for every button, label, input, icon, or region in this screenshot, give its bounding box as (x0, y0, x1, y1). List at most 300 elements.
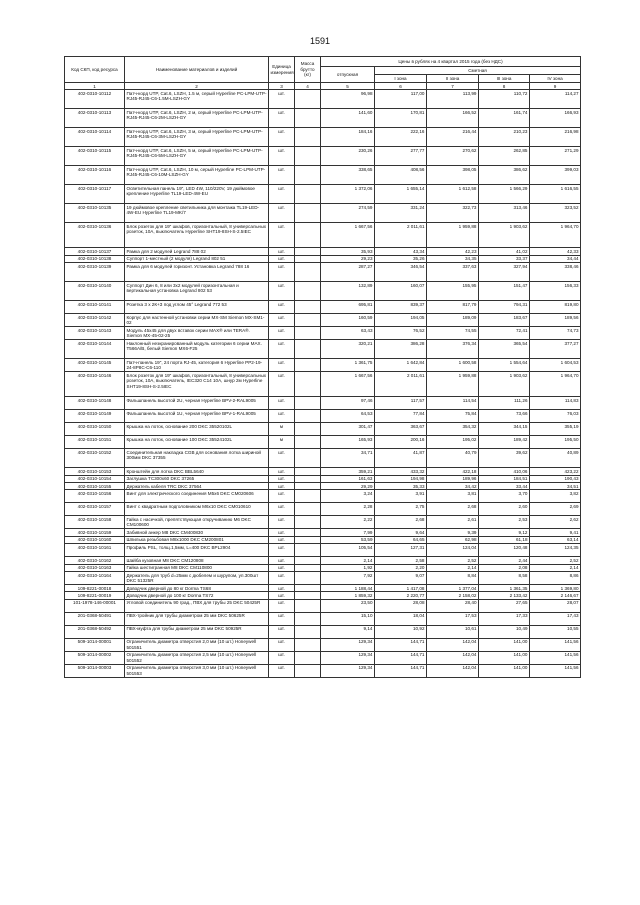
price-zone-3: 2,44 (479, 557, 530, 564)
price-zone-4: 42,33 (530, 248, 581, 255)
price-zone-2: 42,23 (427, 248, 479, 255)
price-zone-1: 346,54 (375, 263, 427, 282)
resource-code: 402-0310-10159 (65, 529, 125, 536)
mass-cell (295, 263, 321, 282)
price-zone-4: 190,43 (530, 475, 581, 482)
resource-code: 402-0310-10117 (65, 185, 125, 204)
price-zone-4: 2,62 (530, 516, 581, 529)
price-zone-3: 73,66 (479, 410, 530, 423)
unit-cell: шт. (269, 536, 295, 543)
resource-code: 402-0310-10164 (65, 572, 125, 585)
price-zone-2: 124,04 (427, 544, 479, 557)
price-zone-2: 1 612,58 (427, 185, 479, 204)
table-row (65, 564, 581, 571)
resource-code: 109-8221-00018 (65, 585, 125, 592)
price-zone-2: 75,84 (427, 410, 479, 423)
unit-cell: шт. (269, 204, 295, 223)
price-zone-2: 62,98 (427, 536, 479, 543)
mass-cell (295, 282, 321, 301)
mass-cell (295, 185, 321, 204)
unit-cell: шт. (269, 638, 295, 651)
header-mass: Масса брутто (кг) (295, 57, 321, 83)
material-name: Патч-корд UTP, Cat.6, LSZH, 5 м, серый Hyperline PC-LPM-UTP-RJ45-RJ45-C6-5M-LSZH-GY (125, 147, 269, 166)
unit-cell: шт. (269, 572, 295, 585)
price-zone-4: 74,73 (530, 327, 581, 340)
unit-cell: шт. (269, 503, 295, 516)
material-name: Заглушка TC300x60 DKC 37265 (125, 475, 269, 482)
column-number: 4 (295, 83, 321, 90)
mass-cell (295, 314, 321, 327)
price-zone-3: 111,26 (479, 397, 530, 410)
price-otpusk: 1,92 (321, 564, 375, 571)
price-zone-2: 398,05 (427, 166, 479, 185)
price-zone-1: 35,33 (375, 483, 427, 490)
price-otpusk: 23,50 (321, 599, 375, 612)
price-zone-3: 33,44 (479, 483, 530, 490)
price-zone-1: 1 655,14 (375, 185, 427, 204)
material-name: 19 дюймовое крепление светильника для монтажа TL19-LED-4W-EU Hyperline TL19-MK/7 (125, 204, 269, 223)
mass-cell (295, 397, 321, 410)
unit-cell: шт. (269, 263, 295, 282)
mass-cell (295, 147, 321, 166)
price-zone-1: 1 642,84 (375, 359, 427, 372)
price-zone-1: 127,31 (375, 544, 427, 557)
price-zone-4: 141,56 (530, 664, 581, 677)
price-zone-4: 10,55 (530, 625, 581, 638)
column-number: 7 (427, 83, 479, 90)
price-zone-2: 2 158,02 (427, 592, 479, 599)
price-otpusk: 7,92 (321, 572, 375, 585)
price-zone-3: 313,46 (479, 204, 530, 223)
price-zone-3: 189,42 (479, 436, 530, 449)
mass-cell (295, 359, 321, 372)
material-name: Розетка 3 x 2К+З под углом 45° Legrand 772 53 (125, 301, 269, 314)
mass-cell (295, 340, 321, 359)
unit-cell: шт. (269, 625, 295, 638)
resource-code: 402-0310-10154 (65, 475, 125, 482)
price-zone-2: 10,61 (427, 625, 479, 638)
unit-cell: шт. (269, 255, 295, 262)
price-zone-2: 3,81 (427, 490, 479, 503)
table-row (65, 651, 581, 664)
unit-cell: шт. (269, 651, 295, 664)
price-zone-2: 34,42 (427, 483, 479, 490)
price-zone-3: 39,62 (479, 449, 530, 468)
price-zone-1: 277,77 (375, 147, 427, 166)
price-otpusk: 53,59 (321, 536, 375, 543)
unit-cell: шт. (269, 468, 295, 475)
mass-cell (295, 544, 321, 557)
table-row (65, 599, 581, 612)
price-zone-1: 222,16 (375, 128, 427, 147)
price-zone-1: 408,56 (375, 166, 427, 185)
price-zone-3: 1 566,29 (479, 185, 530, 204)
price-otpusk: 338,65 (321, 166, 375, 185)
price-zone-1: 144,71 (375, 664, 427, 677)
mass-cell (295, 483, 321, 490)
table-row (65, 410, 581, 423)
price-zone-1: 117,57 (375, 397, 427, 410)
price-otpusk: 2,22 (321, 516, 375, 529)
resource-code: 402-0310-10136 (65, 223, 125, 248)
price-zone-2: 337,63 (427, 263, 479, 282)
price-zone-2: 2,68 (427, 503, 479, 516)
price-zone-4: 1 616,55 (530, 185, 581, 204)
material-name: Соединительная накладка CGB для основания лотка шириной 300мм DKC 37355 (125, 449, 269, 468)
resource-code: 402-0310-10163 (65, 564, 125, 571)
mass-cell (295, 529, 321, 536)
price-otpusk: 129,34 (321, 664, 375, 677)
resource-code: 402-0310-10143 (65, 327, 125, 340)
price-zone-3: 1 361,35 (479, 585, 530, 592)
table-row (65, 255, 581, 262)
price-zone-2: 155,95 (427, 282, 479, 301)
mass-cell (295, 592, 321, 599)
column-number-row (65, 83, 581, 90)
resource-code: 509-1014-00001 (65, 638, 125, 651)
price-otpusk: 7,99 (321, 529, 375, 536)
unit-cell: шт. (269, 449, 295, 468)
price-zone-4: 166,93 (530, 109, 581, 128)
price-zone-2: 270,62 (427, 147, 479, 166)
mass-cell (295, 223, 321, 248)
price-zone-1: 2 011,61 (375, 372, 427, 397)
table-row (65, 314, 581, 327)
table-row (65, 503, 581, 516)
price-otpusk: 35,93 (321, 248, 375, 255)
material-name: Осветительная панель 19", LED 4W, 110/220V, 19 дюймовое крепление Hyperline TL19-LED-4W-EU (125, 185, 269, 204)
price-otpusk: 29,29 (321, 483, 375, 490)
unit-cell: шт. (269, 282, 295, 301)
price-zone-3: 2 133,42 (479, 592, 530, 599)
table-row (65, 166, 581, 185)
price-zone-4: 3,82 (530, 490, 581, 503)
unit-cell: шт. (269, 612, 295, 625)
resource-code: 201-0368-50492 (65, 625, 125, 638)
price-zone-1: 10,92 (375, 625, 427, 638)
mass-cell (295, 327, 321, 340)
price-zone-2: 322,73 (427, 204, 479, 223)
mass-cell (295, 599, 321, 612)
price-otpusk: 97,46 (321, 397, 375, 410)
price-zone-3: 9,12 (479, 529, 530, 536)
price-otpusk: 274,59 (321, 204, 375, 223)
table-row (65, 340, 581, 359)
mass-cell (295, 490, 321, 503)
price-zone-1: 76,52 (375, 327, 427, 340)
mass-cell (295, 475, 321, 482)
material-name: Блок розеток для 19" шкафов, горизонтальный, 8 универсальных розеток, 10А, выключатель, IEC320 C14 10A, шнур 2м Hyperline SHT19-8SH-S-2.5IEC (125, 372, 269, 397)
price-zone-4: 338,46 (530, 263, 581, 282)
mass-cell (295, 423, 321, 436)
price-zone-4: 63,14 (530, 536, 581, 543)
material-name: Патч-корд UTP, Cat.6, LSZH, 1.5 м, серый Hyperline PC-LPM-UTP-RJ45-RJ45-C6-1.5M-LSZH-GY (125, 90, 269, 109)
price-zone-2: 2,14 (427, 564, 479, 571)
price-zone-4: 1 964,70 (530, 372, 581, 397)
mass-cell (295, 638, 321, 651)
material-name: ПВХ-тройник для трубы диаметром 25 мм DKC 50625R (125, 612, 269, 625)
resource-code: 402-0310-10146 (65, 372, 125, 397)
unit-cell: шт. (269, 147, 295, 166)
mass-cell (295, 664, 321, 677)
price-zone-4: 2,69 (530, 503, 581, 516)
price-zone-1: 839,37 (375, 301, 427, 314)
header-zone-2: II зона (427, 75, 479, 83)
unit-cell: шт. (269, 557, 295, 564)
unit-cell: м (269, 436, 295, 449)
price-zone-2: 142,04 (427, 664, 479, 677)
price-zone-4: 34,51 (530, 483, 581, 490)
unit-cell: шт. (269, 516, 295, 529)
mass-cell (295, 109, 321, 128)
price-zone-1: 2,20 (375, 564, 427, 571)
material-name: Шайба кузовная M8 DKC CM120808 (125, 557, 269, 564)
material-name: Патч-корд UTP, Cat.6, LSZH, 10 м, серый Hyperline PC-LPM-UTP-RJ45-RJ45-C6-10M-LSZH-GY (125, 166, 269, 185)
material-name: Суппорт 1-местный (2 модуля) Legrand 802 51 (125, 255, 269, 262)
price-otpusk: 230,26 (321, 147, 375, 166)
material-name: Суппорт Дин 6, 8 или 3x2 модулей горизонтальная и вертикальная установка Legrand 802 53 (125, 282, 269, 301)
resource-code: 201-0368-50491 (65, 612, 125, 625)
price-zone-3: 1 903,62 (479, 372, 530, 397)
resource-code: 402-0310-10149 (65, 410, 125, 423)
price-zone-4: 323,52 (530, 204, 581, 223)
unit-cell: шт. (269, 397, 295, 410)
price-zone-3: 1 554,64 (479, 359, 530, 372)
price-zone-4: 28,07 (530, 599, 581, 612)
price-otpusk: 161,63 (321, 475, 375, 482)
price-zone-1: 2,68 (375, 516, 427, 529)
unit-cell: шт. (269, 327, 295, 340)
mass-cell (295, 90, 321, 109)
price-zone-2: 28,40 (427, 599, 479, 612)
price-zone-3: 10,49 (479, 625, 530, 638)
price-zone-2: 1 959,88 (427, 223, 479, 248)
price-zone-1: 2,58 (375, 557, 427, 564)
resource-code: 402-0310-10112 (65, 90, 125, 109)
price-zone-3: 410,06 (479, 468, 530, 475)
price-zone-1: 144,71 (375, 651, 427, 664)
mass-cell (295, 449, 321, 468)
material-name: Угловой соединитель 90 град., ПВХ для трубы 25 DKC 50425R (125, 599, 269, 612)
table-row (65, 282, 581, 301)
unit-cell: шт. (269, 109, 295, 128)
price-otpusk: 160,59 (321, 314, 375, 327)
price-otpusk: 29,23 (321, 255, 375, 262)
unit-cell: шт. (269, 128, 295, 147)
price-zone-4: 124,35 (530, 544, 581, 557)
unit-cell: шт. (269, 490, 295, 503)
price-zone-3: 161,74 (479, 109, 530, 128)
material-name: Патч-корд UTP, Cat.6, LSZH, 2 м, серый Hyperline PC-LPM-UTP-RJ45-RJ45-C6-2M-LSZH-GY (125, 109, 269, 128)
price-otpusk: 165,93 (321, 436, 375, 449)
unit-cell: шт. (269, 483, 295, 490)
column-number: 8 (479, 83, 530, 90)
price-zone-1: 2,75 (375, 503, 427, 516)
column-number: 6 (375, 83, 427, 90)
table-row (65, 592, 581, 599)
unit-cell: шт. (269, 372, 295, 397)
price-zone-2: 422,18 (427, 468, 479, 475)
price-zone-3: 365,54 (479, 340, 530, 359)
price-zone-4: 8,86 (530, 572, 581, 585)
price-zone-1: 386,28 (375, 340, 427, 359)
mass-cell (295, 585, 321, 592)
price-zone-2: 1 600,58 (427, 359, 479, 372)
material-name: Забивной анкер M8 DKC CM400830 (125, 529, 269, 536)
price-zone-3: 2,53 (479, 516, 530, 529)
price-zone-3: 141,00 (479, 638, 530, 651)
price-otpusk: 287,27 (321, 263, 375, 282)
mass-cell (295, 651, 321, 664)
table-row (65, 263, 581, 282)
table-row (65, 557, 581, 564)
mass-cell (295, 204, 321, 223)
price-otpusk: 1 188,44 (321, 585, 375, 592)
price-zone-3: 344,15 (479, 423, 530, 436)
price-otpusk: 1 372,06 (321, 185, 375, 204)
price-otpusk: 1 361,75 (321, 359, 375, 372)
mass-cell (295, 564, 321, 571)
unit-cell: шт. (269, 90, 295, 109)
mass-cell (295, 625, 321, 638)
table-row (65, 327, 581, 340)
price-otpusk: 359,21 (321, 468, 375, 475)
price-otpusk: 64,53 (321, 410, 375, 423)
table-row (65, 423, 581, 436)
price-zone-2: 74,55 (427, 327, 479, 340)
material-name: Корпус для настенной установки серии MX-SM Siemon MX-SM1-02 (125, 314, 269, 327)
price-zone-3: 327,94 (479, 263, 530, 282)
resource-code: 402-0310-10142 (65, 314, 125, 327)
resource-code: 402-0310-10141 (65, 301, 125, 314)
price-otpusk: 1 667,56 (321, 223, 375, 248)
price-zone-1: 77,84 (375, 410, 427, 423)
resource-code: 109-8221-00019 (65, 592, 125, 599)
price-otpusk: 9,14 (321, 625, 375, 638)
price-zone-3: 1 903,62 (479, 223, 530, 248)
material-name: ПВХ-муфта для трубы диаметром 25 мм DKC 50925R (125, 625, 269, 638)
price-zone-2: 17,53 (427, 612, 479, 625)
price-zone-1: 170,81 (375, 109, 427, 128)
unit-cell: шт. (269, 529, 295, 536)
table-row (65, 128, 581, 147)
mass-cell (295, 248, 321, 255)
unit-cell: шт. (269, 544, 295, 557)
table-row (65, 585, 581, 592)
table-row (65, 436, 581, 449)
price-zone-4: 141,56 (530, 651, 581, 664)
price-otpusk: 695,81 (321, 301, 375, 314)
price-zone-4: 189,56 (530, 314, 581, 327)
unit-cell: шт. (269, 340, 295, 359)
column-number: 3 (269, 83, 295, 90)
resource-code: 402-0310-10144 (65, 340, 125, 359)
resource-code: 402-0310-10152 (65, 449, 125, 468)
table-row (65, 516, 581, 529)
column-number: 9 (530, 83, 581, 90)
unit-cell: шт. (269, 359, 295, 372)
price-zone-1: 9,07 (375, 572, 427, 585)
price-zone-2: 195,02 (427, 436, 479, 449)
price-zone-4: 216,98 (530, 128, 581, 147)
material-name: Гайка с насечкой, препятствующая откручиванию M6 DKC CM100600 (125, 516, 269, 529)
price-zone-3: 141,00 (479, 651, 530, 664)
price-zone-3: 151,47 (479, 282, 530, 301)
price-otpusk: 105,54 (321, 544, 375, 557)
mass-cell (295, 436, 321, 449)
price-zone-1: 117,00 (375, 90, 427, 109)
price-zone-2: 113,99 (427, 90, 479, 109)
material-name: Держатель кабеля TRC DKC 37564 (125, 483, 269, 490)
price-zone-4: 2 146,67 (530, 592, 581, 599)
resource-code: 402-0310-10151 (65, 436, 125, 449)
material-name: Рамка для 2 модулей Legrand 788 02 (125, 248, 269, 255)
price-zone-4: 141,56 (530, 638, 581, 651)
price-otpusk: 320,21 (321, 340, 375, 359)
table-row (65, 638, 581, 651)
price-zone-4: 271,29 (530, 147, 581, 166)
resource-code: 402-0310-10160 (65, 536, 125, 543)
mass-cell (295, 372, 321, 397)
price-zone-2: 40,79 (427, 449, 479, 468)
table-row (65, 449, 581, 468)
mass-cell (295, 410, 321, 423)
price-zone-3: 27,65 (479, 599, 530, 612)
price-zone-3: 120,48 (479, 544, 530, 557)
price-zone-2: 142,04 (427, 638, 479, 651)
price-zone-3: 17,33 (479, 612, 530, 625)
material-name: Блок розеток для 19" шкафов, горизонтальный, 8 универсальных розеток, 10А, выключатель Hyperline SHT19-8SH-S-2.5IEC (125, 223, 269, 248)
price-zone-4: 377,27 (530, 340, 581, 359)
price-zone-3: 386,62 (479, 166, 530, 185)
header-zone-1: I зона (375, 75, 427, 83)
resource-code: 402-0310-10115 (65, 147, 125, 166)
price-otpusk: 141,60 (321, 109, 375, 128)
price-zone-2: 1 377,04 (427, 585, 479, 592)
price-zone-2: 817,79 (427, 301, 479, 314)
mass-cell (295, 301, 321, 314)
price-zone-2: 1 959,88 (427, 372, 479, 397)
resource-code: 402-0310-10155 (65, 483, 125, 490)
material-name: Ограничитель диаметра отверстия 3,0 мм (10 шт.) Honeywell 501553 (125, 664, 269, 677)
price-zone-1: 194,05 (375, 314, 427, 327)
price-zone-3: 184,51 (479, 475, 530, 482)
mass-cell (295, 516, 321, 529)
price-table (64, 56, 581, 678)
price-zone-4: 17,43 (530, 612, 581, 625)
price-zone-4: 76,03 (530, 410, 581, 423)
price-zone-3: 110,72 (479, 90, 530, 109)
table-row (65, 536, 581, 543)
header-smetnaya: Сметная (375, 67, 581, 75)
price-zone-3: 141,00 (479, 664, 530, 677)
price-zone-4: 819,80 (530, 301, 581, 314)
material-name: Винт для электрического соединения M5x6 DKC CM020606 (125, 490, 269, 503)
price-zone-4: 156,33 (530, 282, 581, 301)
material-name: Патч-корд UTP, Cat.6, LSZH, 3 м, серый Hyperline PC-LPM-UTP-RJ45-RJ45-C6-3M-LSZH-GY (125, 128, 269, 147)
material-name: Фальшпанель высотой 1U, черная Hyperline BPV-1-RAL9005 (125, 410, 269, 423)
price-zone-2: 142,04 (427, 651, 479, 664)
price-otpusk: 184,16 (321, 128, 375, 147)
price-zone-2: 34,35 (427, 255, 479, 262)
price-zone-1: 2 220,77 (375, 592, 427, 599)
unit-cell: шт. (269, 599, 295, 612)
price-zone-1: 433,32 (375, 468, 427, 475)
header-name: Наименование материалов и изделий (125, 57, 269, 83)
price-zone-1: 331,24 (375, 204, 427, 223)
table-row (65, 397, 581, 410)
price-zone-3: 794,31 (479, 301, 530, 314)
